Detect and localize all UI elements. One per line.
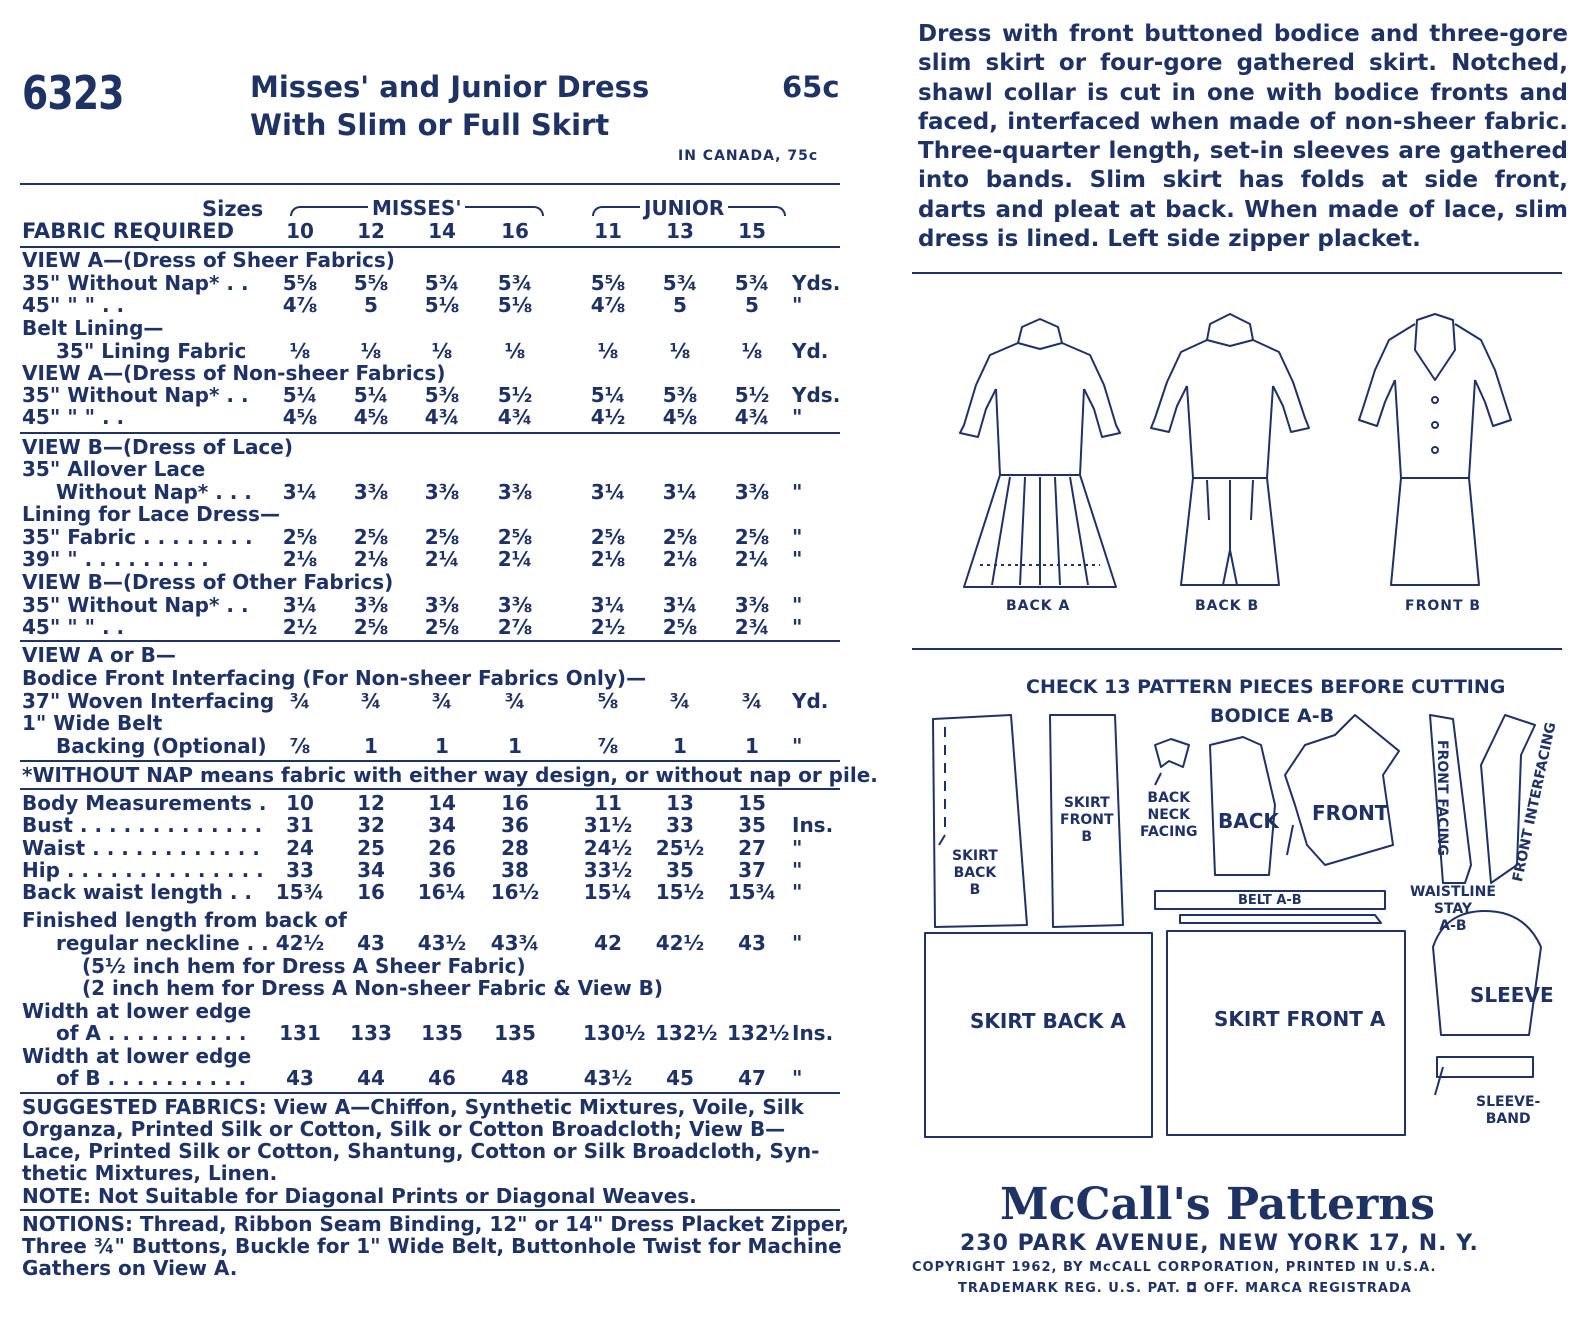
- table-cell: 2¼: [424, 547, 460, 571]
- table-cell: 2⅝: [662, 615, 698, 639]
- table-cell: 2¾: [734, 615, 770, 639]
- table-cell: 4⅞: [282, 293, 318, 317]
- table-cell: 31½: [583, 813, 633, 837]
- table-cell: ⅛: [504, 339, 526, 363]
- table-cell: 132½: [727, 1021, 790, 1045]
- table-cell: 4½: [590, 405, 626, 429]
- divider: [20, 1092, 840, 1094]
- row-label: Without Nap* . . .: [56, 480, 252, 504]
- table-cell: 1: [508, 734, 522, 758]
- check-pieces-label: CHECK 13 PATTERN PIECES BEFORE CUTTING: [1026, 676, 1506, 698]
- size-14: 14: [428, 219, 456, 243]
- back-neck-facing-label: BACK NECK FACING: [1140, 790, 1198, 840]
- table-cell: 37: [738, 858, 766, 882]
- size-16: 16: [501, 219, 529, 243]
- table-cell: 5½: [734, 383, 770, 407]
- table-cell: ¾: [360, 689, 382, 713]
- table-cell: 46: [428, 1066, 456, 1090]
- table-cell: 4⅝: [662, 405, 698, 429]
- front-b-label: FRONT B: [1405, 598, 1482, 614]
- unit-label: ": [792, 525, 803, 549]
- table-cell: ⅛: [289, 339, 311, 363]
- table-cell: ⅞: [597, 734, 619, 758]
- table-cell: 5¾: [662, 271, 698, 295]
- table-cell: 130½: [583, 1021, 646, 1045]
- size-12: 12: [357, 219, 385, 243]
- table-cell: 15¾: [275, 880, 325, 904]
- table-cell: 3⅜: [353, 480, 389, 504]
- table-cell: 1: [435, 734, 449, 758]
- table-cell: 48: [501, 1066, 529, 1090]
- table-cell: 5: [364, 293, 378, 317]
- table-cell: 36: [501, 813, 529, 837]
- table-cell: 5¼: [282, 383, 318, 407]
- suggested-line-3: Lace, Printed Silk or Cotton, Shantung, Cotton or Silk Broadcloth, Syn-: [22, 1139, 820, 1163]
- unit-label: ": [792, 547, 803, 571]
- notions-line-1: NOTIONS: Thread, Ribbon Seam Binding, 12" or 14" Dress Placket Zipper,: [22, 1212, 849, 1236]
- row-label: 35" Without Nap* . .: [22, 383, 249, 407]
- unit-label: ": [792, 405, 803, 429]
- table-cell: 4⅞: [590, 293, 626, 317]
- table-cell: 36: [428, 858, 456, 882]
- table-cell: 132½: [655, 1021, 718, 1045]
- dress-description: Dress with front buttoned bodice and three-gore slim skirt or four-gore gathered skirt. Notched, shawl collar is cut in one with bodice fronts and faced, interfaced when made of non-sheer fabric. Three-quarter length, set-in sleeves are gathered into bands. Slim skirt has folds at side front, darts and pleat at back. When made of lace, slim dress is lined. Left side zipper placket.: [918, 21, 1568, 253]
- sleeve-band-label: SLEEVE- BAND: [1476, 1094, 1541, 1127]
- table-cell: 24: [286, 836, 314, 860]
- table-cell: 2⅝: [353, 525, 389, 549]
- table-cell: 26: [428, 836, 456, 860]
- table-cell: ¾: [669, 689, 691, 713]
- pattern-title-line1: Misses' and Junior Dress: [250, 70, 650, 104]
- section-view-a-sheer: VIEW A—(Dress of Sheer Fabrics): [22, 248, 395, 272]
- section-belt-lining: Belt Lining—: [22, 316, 164, 340]
- table-cell: ⅞: [289, 734, 311, 758]
- suggested-line-1: SUGGESTED FABRICS: View A—Chiffon, Synthetic Mixtures, Voile, Silk: [22, 1095, 804, 1119]
- table-cell: ⅛: [597, 339, 619, 363]
- table-cell: 38: [501, 858, 529, 882]
- table-cell: 3⅜: [734, 593, 770, 617]
- table-cell: 42½: [275, 931, 325, 955]
- table-cell: 135: [494, 1021, 536, 1045]
- table-cell: 3⅜: [497, 480, 533, 504]
- row-label: 45" " " . .: [22, 405, 125, 429]
- table-cell: 2⅝: [424, 615, 460, 639]
- table-cell: 43: [286, 1066, 314, 1090]
- unit-label: Ins.: [792, 1021, 834, 1045]
- table-cell: 4⅝: [353, 405, 389, 429]
- table-cell: 131: [279, 1021, 321, 1045]
- table-cell: 5½: [497, 383, 533, 407]
- table-cell: 1: [745, 734, 759, 758]
- divider: [20, 1209, 840, 1211]
- table-cell: 5¾: [497, 271, 533, 295]
- table-cell: 3¼: [282, 593, 318, 617]
- unit-label: Yd.: [792, 689, 829, 713]
- table-cell: 5⅛: [424, 293, 460, 317]
- pattern-number: 6323: [22, 66, 124, 120]
- pattern-pieces-layout: [925, 715, 1570, 1155]
- table-cell: 2⅛: [662, 547, 698, 571]
- table-cell: 2⅝: [497, 525, 533, 549]
- table-cell: 3⅜: [734, 480, 770, 504]
- table-cell: 5⅛: [497, 293, 533, 317]
- table-cell: 2½: [590, 615, 626, 639]
- row-label: Hip . . . . . . . . . . . . . .: [22, 858, 264, 882]
- row-label: 35" Without Nap* . .: [22, 271, 249, 295]
- table-cell: 2½: [282, 615, 318, 639]
- unit-label: ": [792, 480, 803, 504]
- table-cell: 5¾: [424, 271, 460, 295]
- back-a-label: BACK A: [1006, 598, 1071, 614]
- row-label: 35" Without Nap* . .: [22, 593, 249, 617]
- table-cell: 2¼: [497, 547, 533, 571]
- table-cell: 14: [428, 791, 456, 815]
- table-cell: 35: [738, 813, 766, 837]
- table-cell: 4¾: [734, 405, 770, 429]
- brand-logo-text: McCall's Patterns: [1000, 1179, 1436, 1230]
- table-cell: 1: [364, 734, 378, 758]
- front-interfacing-label: FRONT INTERFACING: [1510, 720, 1560, 884]
- size-13: 13: [666, 219, 694, 243]
- unit-label: ": [792, 880, 803, 904]
- table-cell: 34: [428, 813, 456, 837]
- size-15: 15: [738, 219, 766, 243]
- notions-line-2: Three ¾" Buttons, Buckle for 1" Wide Belt, Buttonhole Twist for Machine: [22, 1234, 842, 1258]
- pattern-title-line2: With Slim or Full Skirt: [250, 108, 610, 142]
- skirt-back-a-label: SKIRT BACK A: [970, 1009, 1126, 1033]
- table-cell: 2⅛: [282, 547, 318, 571]
- belt-label: BELT A-B: [1238, 893, 1302, 908]
- unit-label: ": [792, 593, 803, 617]
- size-11: 11: [594, 219, 622, 243]
- table-cell: 3⅜: [353, 593, 389, 617]
- row-label: 35" Lining Fabric: [56, 339, 247, 363]
- finished-length-label: Finished length from back of: [22, 908, 347, 932]
- canada-price: IN CANADA, 75c: [678, 148, 819, 164]
- suggested-line-2: Organza, Printed Silk or Cotton, Silk or Cotton Broadcloth; View B—: [22, 1117, 786, 1141]
- width-lower-b-label: Width at lower edge: [22, 1044, 252, 1068]
- row-label: of B . . . . . . . . . .: [56, 1066, 247, 1090]
- table-cell: 4¾: [497, 405, 533, 429]
- suggested-line-4: thetic Mixtures, Linen.: [22, 1161, 278, 1185]
- bodice-interfacing-label: Bodice Front Interfacing (For Non-sheer Fabrics Only)—: [22, 666, 647, 690]
- hem-note-2: (2 inch hem for Dress A Non-sheer Fabric & View B): [82, 976, 664, 1000]
- table-cell: 11: [594, 791, 622, 815]
- table-cell: 47: [738, 1066, 766, 1090]
- unit-label: ": [792, 858, 803, 882]
- front-facing-label: FRONT FACING: [1434, 740, 1450, 856]
- section-view-b-lace: VIEW B—(Dress of Lace): [22, 435, 293, 459]
- table-cell: 2⅝: [353, 615, 389, 639]
- table-cell: 5⅜: [662, 383, 698, 407]
- divider: [20, 640, 840, 642]
- table-cell: 13: [666, 791, 694, 815]
- table-cell: 31: [286, 813, 314, 837]
- table-cell: 5⅝: [282, 271, 318, 295]
- table-cell: 44: [357, 1066, 385, 1090]
- table-cell: 43½: [583, 1066, 633, 1090]
- table-cell: 5: [673, 293, 687, 317]
- table-cell: 15¼: [583, 880, 633, 904]
- row-label: 45" " " . .: [22, 615, 125, 639]
- table-cell: 3⅜: [497, 593, 533, 617]
- table-cell: 24½: [583, 836, 633, 860]
- skirt-front-a-label: SKIRT FRONT A: [1214, 1007, 1386, 1031]
- table-cell: 5¼: [590, 383, 626, 407]
- unit-label: ": [792, 734, 803, 758]
- table-cell: ⅛: [741, 339, 763, 363]
- suggested-note: NOTE: Not Suitable for Diagonal Prints or Diagonal Weaves.: [22, 1184, 697, 1208]
- table-cell: 43: [357, 931, 385, 955]
- table-cell: 2⅞: [497, 615, 533, 639]
- table-cell: 27: [738, 836, 766, 860]
- junior-label: JUNIOR: [640, 196, 728, 220]
- table-cell: 135: [421, 1021, 463, 1045]
- unit-label: Yd.: [792, 339, 829, 363]
- table-cell: 3¼: [590, 593, 626, 617]
- table-cell: 25: [357, 836, 385, 860]
- table-cell: 3¼: [590, 480, 626, 504]
- section-view-a-or-b: VIEW A or B—: [22, 643, 176, 667]
- unit-label: Yds.: [792, 383, 841, 407]
- table-cell: 2⅝: [424, 525, 460, 549]
- lining-lace-label: Lining for Lace Dress—: [22, 502, 280, 526]
- table-cell: 5⅜: [424, 383, 460, 407]
- bodice-ab-label: BODICE A-B: [1210, 705, 1335, 727]
- table-cell: 16: [501, 791, 529, 815]
- row-label: Bust . . . . . . . . . . . . .: [22, 813, 263, 837]
- table-cell: 3¼: [662, 480, 698, 504]
- unit-label: ": [792, 1066, 803, 1090]
- table-cell: 43¾: [490, 931, 540, 955]
- waistline-stay-label: WAISTLINE STAY A-B: [1410, 884, 1496, 934]
- row-label: 35" Fabric . . . . . . . .: [22, 525, 253, 549]
- row-label: regular neckline . .: [56, 931, 269, 955]
- divider: [20, 183, 840, 185]
- row-label: Waist . . . . . . . . . . . .: [22, 836, 260, 860]
- without-nap-note: *WITHOUT NAP means fabric with either way design, or without nap or pile.: [22, 763, 878, 787]
- table-cell: 33½: [583, 858, 633, 882]
- table-cell: 3⅜: [424, 593, 460, 617]
- row-label: Body Measurements .: [22, 791, 267, 815]
- divider: [912, 648, 1562, 650]
- table-cell: 3¼: [662, 593, 698, 617]
- back-label: BACK: [1218, 809, 1279, 833]
- table-cell: 2¼: [734, 547, 770, 571]
- table-cell: 42½: [655, 931, 705, 955]
- row-label: 37" Woven Interfacing: [22, 689, 275, 713]
- sizes-label: Sizes: [202, 197, 264, 221]
- unit-label: Yds.: [792, 271, 841, 295]
- dress-back-b-drawing: [1145, 310, 1315, 595]
- table-cell: ⅛: [431, 339, 453, 363]
- table-cell: 35: [666, 858, 694, 882]
- table-cell: 3⅜: [424, 480, 460, 504]
- unit-label: ": [792, 931, 803, 955]
- table-cell: 3¼: [282, 480, 318, 504]
- pattern-price: 65c: [782, 70, 840, 104]
- table-cell: 43½: [417, 931, 467, 955]
- misses-label: MISSES': [368, 196, 465, 220]
- table-cell: 12: [357, 791, 385, 815]
- table-cell: 4¾: [424, 405, 460, 429]
- row-label: 39" " . . . . . . . . .: [22, 547, 209, 571]
- table-cell: 43: [738, 931, 766, 955]
- table-cell: 42: [594, 931, 622, 955]
- table-cell: 33: [666, 813, 694, 837]
- table-cell: 2⅝: [662, 525, 698, 549]
- table-cell: 2⅛: [353, 547, 389, 571]
- skirt-back-b-label: SKIRT BACK B: [952, 848, 998, 898]
- unit-label: ": [792, 836, 803, 860]
- table-cell: ¾: [741, 689, 763, 713]
- table-cell: ⅝: [597, 689, 619, 713]
- fabric-required-label: FABRIC REQUIRED: [22, 219, 235, 243]
- table-cell: 5⅝: [353, 271, 389, 295]
- table-cell: ⅛: [360, 339, 382, 363]
- table-cell: 34: [357, 858, 385, 882]
- sleeve-label: SLEEVE: [1470, 983, 1554, 1007]
- width-lower-a-label: Width at lower edge: [22, 999, 252, 1023]
- table-cell: ¾: [504, 689, 526, 713]
- table-cell: 16½: [490, 880, 540, 904]
- dress-front-b-drawing: [1355, 310, 1515, 595]
- back-b-label: BACK B: [1195, 598, 1260, 614]
- divider: [20, 760, 840, 762]
- table-cell: ⅛: [669, 339, 691, 363]
- unit-label: ": [792, 615, 803, 639]
- skirt-front-b-label: SKIRT FRONT B: [1060, 795, 1114, 845]
- table-cell: 10: [286, 791, 314, 815]
- table-cell: 45: [666, 1066, 694, 1090]
- section-view-a-nonsheer: VIEW A—(Dress of Non-sheer Fabrics): [22, 361, 446, 385]
- row-label: Back waist length . .: [22, 880, 253, 904]
- hem-note-1: (5½ inch hem for Dress A Sheer Fabric): [82, 954, 526, 978]
- table-cell: ¾: [289, 689, 311, 713]
- table-cell: 2⅝: [590, 525, 626, 549]
- table-cell: 5: [745, 293, 759, 317]
- divider: [912, 272, 1562, 274]
- table-cell: ¾: [431, 689, 453, 713]
- divider: [20, 788, 840, 790]
- table-cell: 2⅝: [734, 525, 770, 549]
- table-cell: 4⅝: [282, 405, 318, 429]
- front-label: FRONT: [1312, 801, 1389, 825]
- notions-line-3: Gathers on View A.: [22, 1256, 238, 1280]
- divider: [20, 432, 840, 434]
- table-cell: 28: [501, 836, 529, 860]
- table-cell: 15: [738, 791, 766, 815]
- wide-belt-label: 1" Wide Belt: [22, 711, 163, 735]
- table-cell: 1: [673, 734, 687, 758]
- table-cell: 15¾: [727, 880, 777, 904]
- trademark-text: TRADEMARK REG. U.S. PAT. ◘ OFF. MARCA REGISTRADA: [958, 1281, 1412, 1296]
- table-cell: 25½: [655, 836, 705, 860]
- table-cell: 2⅝: [282, 525, 318, 549]
- unit-label: ": [792, 293, 803, 317]
- table-cell: 15½: [655, 880, 705, 904]
- table-cell: 5⅝: [590, 271, 626, 295]
- size-10: 10: [286, 219, 314, 243]
- table-cell: 32: [357, 813, 385, 837]
- dress-back-a-drawing: [950, 315, 1130, 595]
- section-view-b-other: VIEW B—(Dress of Other Fabrics): [22, 570, 394, 594]
- table-cell: 16: [357, 880, 385, 904]
- table-cell: 5¾: [734, 271, 770, 295]
- table-cell: 16¼: [417, 880, 467, 904]
- unit-label: Ins.: [792, 813, 834, 837]
- allover-lace-label: 35" Allover Lace: [22, 457, 206, 481]
- row-label: of A . . . . . . . . . .: [56, 1021, 247, 1045]
- table-cell: 133: [350, 1021, 392, 1045]
- company-address: 230 PARK AVENUE, NEW YORK 17, N. Y.: [960, 1231, 1479, 1256]
- table-cell: 2⅛: [590, 547, 626, 571]
- row-label: 45" " " . .: [22, 293, 125, 317]
- table-cell: 33: [286, 858, 314, 882]
- row-label: Backing (Optional): [56, 734, 267, 758]
- table-cell: 5¼: [353, 383, 389, 407]
- copyright-text: COPYRIGHT 1962, BY McCALL CORPORATION, PRINTED IN U.S.A.: [912, 1260, 1437, 1275]
